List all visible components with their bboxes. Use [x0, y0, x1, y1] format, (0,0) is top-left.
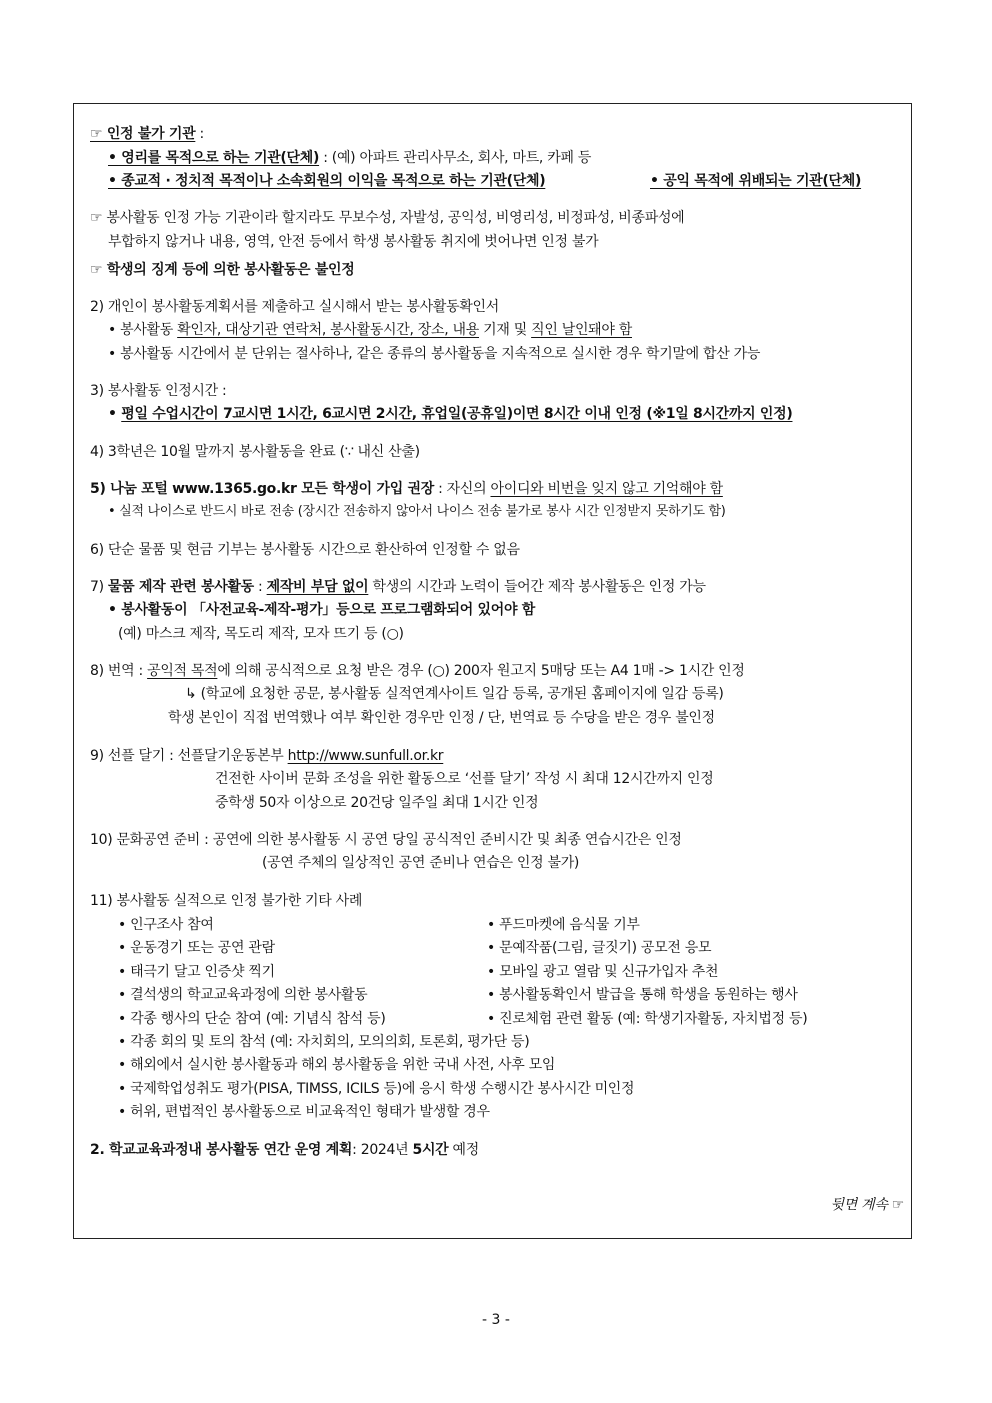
item-8-detail-2: 학생 본인이 직접 번역했나 여부 확인한 경우만 인정 / 단, 번역료 등 수당을 받은 경우 불인정 — [168, 710, 715, 726]
item-9-title: 9) 선플 달기 : 선플달기운동본부 http://www.sunfull.or.kr — [90, 748, 444, 764]
profit-org-line: • 영리를 목적으로 하는 기관(단체) : (예) 아파트 관리사무소, 회사, 마트, 카페 등 — [108, 150, 592, 166]
list-item: • 해외에서 실시한 봉사활동과 해외 봉사활동을 위한 국내 사전, 사후 모임 — [118, 1057, 556, 1073]
list-item: • 허위, 편법적인 봉사활동으로 비교육적인 형태가 발생할 경우 — [118, 1104, 490, 1120]
public-interest-violation-line: • 공익 목적에 위배되는 기관(단체) — [650, 173, 862, 189]
list-item: • 각종 행사의 단순 참여 (예: 기념식 참석 등) — [118, 1011, 386, 1027]
section-2-plan: 2. 학교교육과정내 봉사활동 연간 운영 계획: 2024년 5시간 예정 — [90, 1142, 480, 1158]
item-11-title: 11) 봉사활동 실적으로 인정 불가한 기타 사례 — [90, 893, 363, 909]
item-3-title: 3) 봉사활동 인정시간 : — [90, 383, 227, 399]
list-item: • 운동경기 또는 공연 관람 — [118, 940, 275, 956]
item-9-detail-2: 중학생 50자 이상으로 20건당 일주일 최대 1시간 인정 — [215, 795, 539, 811]
list-item: • 모바일 광고 열람 및 신규가입자 추천 — [487, 964, 719, 980]
list-item: • 문예작품(그림, 글짓기) 공모전 응모 — [487, 940, 712, 956]
item-10-detail: (공연 주체의 일상적인 공연 준비나 연습은 인정 불가) — [262, 855, 580, 871]
sunfull-link[interactable]: http://www.sunfull.or.kr — [287, 748, 444, 764]
continue-note: 뒷면 계속 ☞ — [830, 1197, 904, 1213]
item-8-title: 8) 번역 : 공익적 목적에 의해 공식적으로 요청 받은 경우 (○) 200자 원고지 5매당 또는 A4 1매 -> 1시간 인정 — [90, 663, 745, 679]
list-item: • 푸드마켓에 음식물 기부 — [487, 917, 640, 933]
item-2-bullet-2: • 봉사활동 시간에서 분 단위는 절사하나, 같은 종류의 봉사활동을 지속적으로 실시한 경우 학기말에 합산 가능 — [108, 346, 761, 362]
religious-political-org-line: • 종교적 · 정치적 목적이나 소속회원의 이익을 목적으로 하는 기관(단체) — [108, 173, 546, 189]
item-9-detail-1: 건전한 사이버 문화 조성을 위한 활동으로 ‘선플 달기’ 작성 시 최대 12시간까지 인정 — [215, 771, 714, 787]
item-7-title: 7) 물품 제작 관련 봉사활동 : 제작비 부담 없이 학생의 시간과 노력이 들어간 제작 봉사활동은 인정 가능 — [90, 579, 706, 595]
item-4: 4) 3학년은 10월 말까지 봉사활동을 완료 (∵ 내신 산출) — [90, 444, 420, 460]
item-3-bullet: • 평일 수업시간이 7교시면 1시간, 6교시면 2시간, 휴업일(공휴일)이면 8시간 이내 인정 (※1일 8시간까지 인정) — [108, 406, 793, 422]
disciplinary-note: ☞ 학생의 징계 등에 의한 봉사활동은 불인정 — [90, 262, 355, 278]
list-item: • 각종 회의 및 토의 참석 (예: 자치회의, 모의의회, 토론회, 평가단 등) — [118, 1034, 530, 1050]
list-item: • 인구조사 참여 — [118, 917, 214, 933]
item-2-bullet-1: • 봉사활동 확인자, 대상기관 연락처, 봉사활동시간, 장소, 내용 기재 및 직인 날인돼야 함 — [108, 322, 632, 338]
list-item: • 봉사활동확인서 발급을 통해 학생을 동원하는 행사 — [487, 987, 798, 1003]
item-8-detail-1: ↳ (학교에 요청한 공문, 봉사활동 실적연계사이트 일감 등록, 공개된 홈페이지에 일감 등록) — [185, 686, 724, 702]
list-item: • 태극기 달고 인증샷 찍기 — [118, 964, 275, 980]
list-item: • 진로체험 관련 활동 (예: 학생기자활동, 자치법정 등) — [487, 1011, 808, 1027]
volunteer-criteria-note-cont: 부합하지 않거나 내용, 영역, 안전 등에서 학생 봉사활동 취지에 벗어나면 인정 불가 — [108, 234, 599, 250]
volunteer-criteria-note: ☞ 봉사활동 인정 가능 기관이라 할지라도 무보수성, 자발성, 공익성, 비영리성, 비정파성, 비종파성에 — [90, 210, 685, 226]
list-item: • 결석생의 학교교육과정에 의한 봉사활동 — [118, 987, 368, 1003]
list-item: • 국제학업성취도 평가(PISA, TIMSS, ICILS 등)에 응시 학생 수행시간 봉사시간 미인정 — [118, 1081, 635, 1097]
item-7-example: (예) 마스크 제작, 목도리 제작, 모자 뜨기 등 (○) — [118, 626, 404, 642]
page-number: - 3 - — [482, 1312, 510, 1328]
item-5-bullet: • 실적 나이스로 반드시 바로 전송 (장시간 전송하지 않아서 나이스 전송 불가로 봉사 시간 인정받지 못하기도 함) — [108, 504, 726, 519]
heading-not-recognized-orgs: ☞ 인정 불가 기관 : — [90, 126, 204, 142]
item-5-title: 5) 나눔 포털 www.1365.go.kr 모든 학생이 가입 권장 : 자신의 아이디와 비번을 잊지 않고 기억해야 함 — [90, 481, 723, 497]
item-7-bullet: • 봉사활동이 「사전교육-제작-평가」등으로 프로그램화되어 있어야 함 — [108, 602, 535, 618]
item-10-title: 10) 문화공연 준비 : 공연에 의한 봉사활동 시 공연 당일 공식적인 준비시간 및 최종 연습시간은 인정 — [90, 832, 682, 848]
item-6: 6) 단순 물품 및 현금 기부는 봉사활동 시간으로 환산하여 인정할 수 없음 — [90, 542, 520, 558]
item-2-title: 2) 개인이 봉사활동계획서를 제출하고 실시해서 받는 봉사활동확인서 — [90, 299, 499, 315]
